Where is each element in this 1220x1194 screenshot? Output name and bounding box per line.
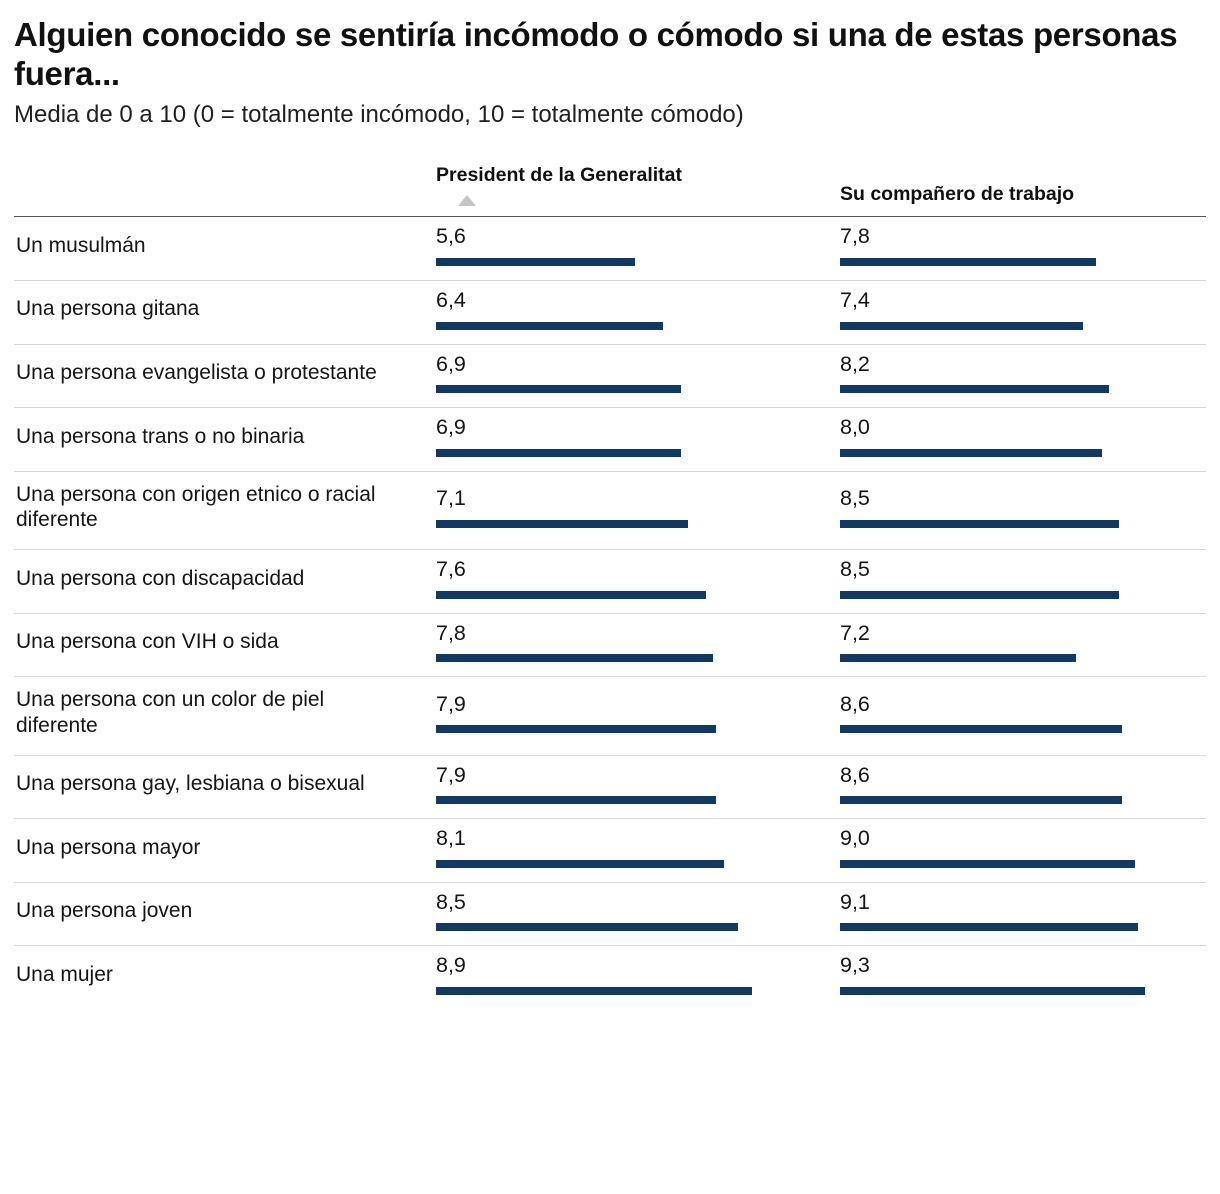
series-2-cell (828, 613, 1206, 677)
table-row (14, 882, 1206, 946)
series-1-cell (424, 677, 828, 755)
bar-track (840, 385, 1192, 393)
bar (436, 385, 681, 393)
table-row (14, 819, 1206, 883)
value-label: 8,5 (840, 557, 870, 582)
value-label: 7,9 (436, 762, 466, 787)
bar (840, 322, 1083, 330)
bar (840, 987, 1145, 995)
bar-track (840, 796, 1192, 804)
bar-track (436, 987, 814, 995)
bar-track (436, 591, 814, 599)
series-1-cell (424, 408, 828, 472)
bar-track (436, 322, 814, 330)
table-row (14, 550, 1206, 614)
row-category-label: Una persona con discapacidad (16, 566, 305, 590)
row-category-label: Una persona con VIH o sida (16, 630, 279, 654)
table-row (14, 613, 1206, 677)
bar (840, 860, 1135, 868)
sort-ascending-triangle-icon[interactable] (458, 195, 476, 206)
row-category-label: Una persona con origen etnico o racial diferente (16, 482, 376, 532)
bar (436, 591, 706, 599)
value-label: 7,6 (436, 557, 466, 582)
table-row (14, 217, 1206, 281)
column-header-series-1[interactable] (424, 164, 828, 217)
bar-track (436, 654, 814, 662)
bar-track (436, 520, 814, 528)
series-1-cell (424, 946, 828, 1009)
table-row (14, 344, 1206, 408)
value-label: 6,9 (436, 351, 466, 376)
series-1-cell (424, 344, 828, 408)
bar-track (436, 796, 814, 804)
row-category-label: Una persona con un color de piel diferente (16, 688, 325, 737)
bar (840, 385, 1109, 393)
series-2-cell (828, 344, 1206, 408)
bar (436, 860, 724, 868)
series-1-cell (424, 755, 828, 819)
value-label: 9,3 (840, 953, 870, 978)
row-category-label: Una persona evangelista o protestante (16, 361, 377, 385)
table-body (14, 217, 1206, 1009)
series-2-cell (828, 946, 1206, 1009)
series-1-cell (424, 882, 828, 946)
bar-track (840, 725, 1192, 733)
series-1-cell (424, 280, 828, 344)
row-category-label: Una persona joven (16, 899, 193, 923)
comparison-bar-table (14, 164, 1206, 1009)
bar-track (436, 385, 814, 393)
bar (840, 591, 1119, 599)
value-label: 8,9 (436, 953, 466, 978)
bar-track (840, 923, 1192, 931)
table-header (14, 164, 1206, 217)
bar-track (436, 258, 814, 266)
table-row (14, 946, 1206, 1009)
bar (436, 322, 663, 330)
bar (840, 520, 1119, 528)
column-header-series-2[interactable] (828, 164, 1206, 217)
bar-track (840, 654, 1192, 662)
series-1-label: President de la Generalitat (436, 163, 683, 186)
bar-track (840, 591, 1192, 599)
row-category-label: Una persona gay, lesbiana o bisexual (16, 772, 365, 796)
row-category-label: Una persona gitana (16, 297, 200, 321)
value-label: 9,1 (840, 889, 870, 914)
series-1-cell (424, 550, 828, 614)
value-label: 8,5 (840, 486, 870, 511)
table-row (14, 471, 1206, 549)
bar (436, 987, 752, 995)
series-2-label: Su compañero de trabajo (840, 182, 1075, 205)
value-label: 5,6 (436, 224, 466, 249)
value-label: 7,4 (840, 287, 870, 312)
bar (436, 258, 635, 266)
bar (840, 258, 1096, 266)
table-row (14, 280, 1206, 344)
value-label: 6,9 (436, 415, 466, 440)
table-row (14, 408, 1206, 472)
bar (840, 449, 1102, 457)
series-1-cell (424, 217, 828, 281)
bar (840, 923, 1138, 931)
bar-track (840, 520, 1192, 528)
row-category-label: Una mujer (16, 962, 113, 986)
value-label: 8,2 (840, 351, 870, 376)
value-label: 8,6 (840, 691, 870, 716)
series-1-cell (424, 819, 828, 883)
bar-track (840, 322, 1192, 330)
value-label: 9,0 (840, 826, 870, 851)
series-2-cell (828, 471, 1206, 549)
series-2-cell (828, 550, 1206, 614)
bar (436, 796, 716, 804)
bar (840, 654, 1076, 662)
value-label: 7,1 (436, 486, 466, 511)
bar (436, 520, 688, 528)
bar-track (436, 860, 814, 868)
bar-track (840, 449, 1192, 457)
value-label: 8,5 (436, 889, 466, 914)
bar-track (436, 923, 814, 931)
value-label: 7,8 (840, 224, 870, 249)
bar-track (840, 258, 1192, 266)
table-row (14, 755, 1206, 819)
bar-track (840, 987, 1192, 995)
value-label: 7,2 (840, 620, 870, 645)
chart-subtitle: Media de 0 a 10 (0 = totalmente incómodo, 10 = totalmente cómodo) (14, 100, 744, 128)
series-2-cell (828, 280, 1206, 344)
bar (436, 923, 738, 931)
bar (436, 449, 681, 457)
value-label: 8,0 (840, 415, 870, 440)
series-1-cell (424, 471, 828, 549)
bar (436, 654, 713, 662)
column-header-category (14, 164, 424, 217)
row-category-label: Una persona mayor (16, 835, 201, 859)
series-2-cell (828, 819, 1206, 883)
series-1-cell (424, 613, 828, 677)
series-2-cell (828, 755, 1206, 819)
bar (436, 725, 716, 733)
bar-track (436, 725, 814, 733)
series-2-cell (828, 882, 1206, 946)
value-label: 7,8 (436, 620, 466, 645)
bar (840, 796, 1122, 804)
bar (840, 725, 1122, 733)
row-category-label: Una persona trans o no binaria (16, 424, 305, 448)
table-row (14, 677, 1206, 755)
value-label: 8,1 (436, 826, 466, 851)
series-2-cell (828, 217, 1206, 281)
page-title: Alguien conocido se sentiría incómodo o cómodo si una de estas personas fuera... (14, 16, 1178, 92)
value-label: 7,9 (436, 691, 466, 716)
value-label: 6,4 (436, 287, 466, 312)
value-label: 8,6 (840, 762, 870, 787)
row-category-label: Un musulmán (16, 233, 146, 257)
bar-track (436, 449, 814, 457)
series-2-cell (828, 677, 1206, 755)
bar-track (840, 860, 1192, 868)
series-2-cell (828, 408, 1206, 472)
